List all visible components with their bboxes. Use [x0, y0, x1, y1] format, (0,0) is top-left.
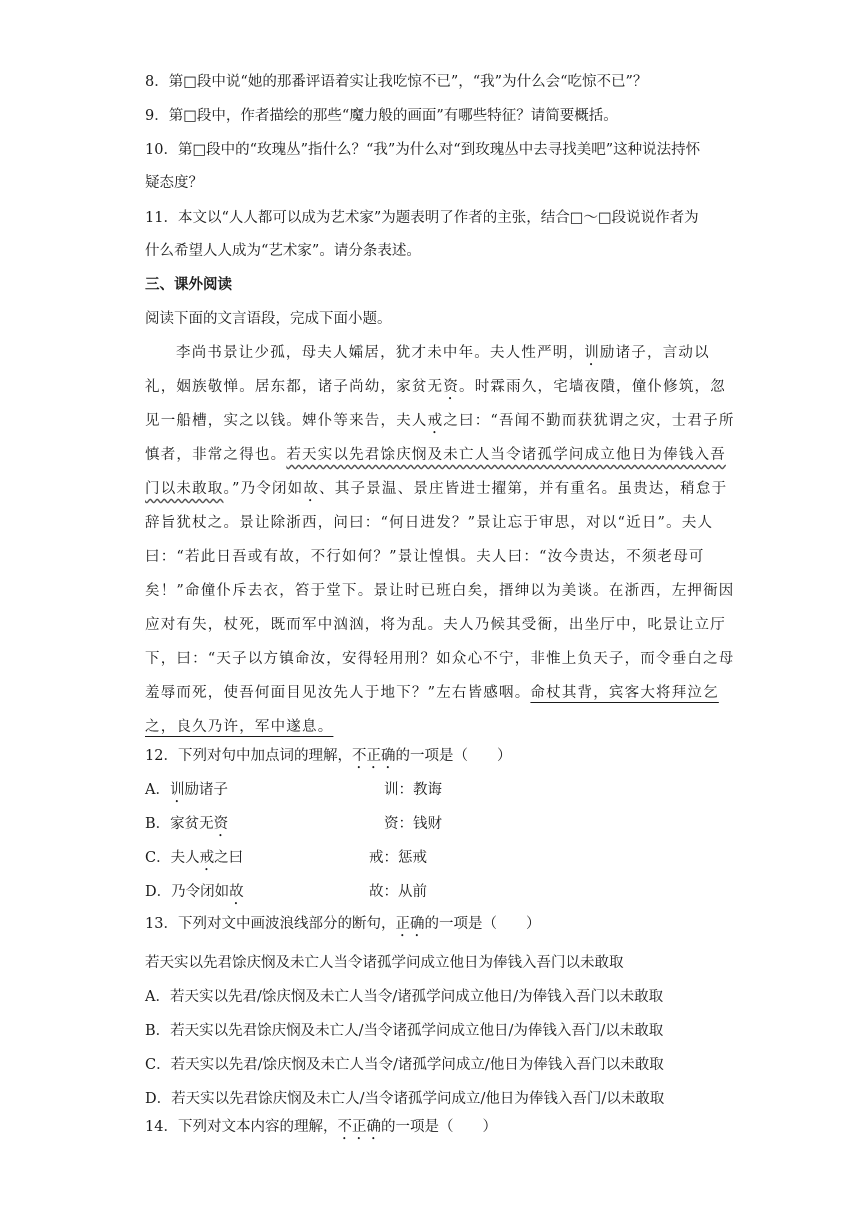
- underlined-text: 命杖其背，宾客大将拜泣乞: [530, 685, 719, 701]
- question-9: 9．第□段中，作者描绘的那些“魔力般的画面”有哪些特征？请简要概括。: [145, 108, 618, 124]
- q13-option-b[interactable]: B．若天实以先君馀庆悯及未亡人/当令诸孤学问成立他日/为俸钱入吾门/以未敢取: [145, 1023, 664, 1039]
- passage-line-9: 应对有失，杖死，既而军中汹汹，将为乱。夫人乃候其受衙，出坐厅中，叱景让立厅: [145, 617, 726, 633]
- wavy-underlined-text: 门以未敢取: [145, 481, 224, 497]
- question-11-line1: 11．本文以“人人都可以成为艺术家”为题表明了作者的主张，结合□～□段说说作者为: [145, 210, 699, 226]
- passage-line-2: 礼，姻族敬惮。居东都，诸子尚幼，家贫无资。时霖雨久，宅墙夜隤，僮仆修筑，忽: [145, 379, 726, 395]
- underlined-text: 之，良久乃许，军中遂息。: [145, 719, 334, 735]
- passage-line-11: 羞辱而死，使吾何面目见汝先人于地下？”左右皆感咽。命杖其背，宾客大将拜泣乞: [145, 685, 719, 701]
- q13-option-d[interactable]: D．若天实以先君馀庆悯及未亡人/当令诸孤学问成立/他日为俸钱入吾门/以未敢取: [145, 1091, 665, 1107]
- passage-line-8: 矣！”命僮仆斥去衣，笞于堂下。景让时已班白矣，搢绅以为美谈。在浙西，左押衙因: [145, 583, 735, 599]
- dotted-char: 戒: [427, 413, 444, 429]
- q12-option-b-gloss: 资：钱财: [384, 816, 442, 832]
- q12-option-c[interactable]: C．夫人戒之曰: [145, 850, 244, 866]
- q12-option-a-gloss: 训：教诲: [384, 782, 442, 798]
- question-13-sentence: 若天实以先君馀庆悯及未亡人当令诸孤学问成立他日为俸钱入吾门以未敢取: [145, 955, 624, 971]
- passage-line-4: 慎者，非常之得也。若天实以先君馀庆悯及未亡人当令诸孤学问成立他日为俸钱入吾: [145, 447, 726, 463]
- passage-line-3: 见一船槽，实之以钱。婢仆等来告，夫人戒之曰：“吾闻不勤而获犹谓之灾，士君子所: [145, 413, 735, 429]
- q12-option-c-gloss: 戒：惩戒: [369, 850, 427, 866]
- question-12-stem: 12．下列对句中加点词的理解，不正确的一项是（ ）: [145, 748, 512, 764]
- question-10-line1: 10．第□段中的“玫瑰丛”指什么？“我”为什么对“到玫瑰丛中去寻找美吧”这种说法持怀: [145, 142, 701, 158]
- q12-option-d[interactable]: D．乃令闭如故: [145, 884, 244, 900]
- q13-option-a[interactable]: A．若天实以先君/馀庆悯及未亡人当令/诸孤学问成立他日/为俸钱入吾门以未敢取: [145, 989, 664, 1005]
- passage-line-12: [145, 717, 333, 737]
- q12-option-b[interactable]: B．家贫无资: [145, 816, 229, 832]
- dotted-char: 资: [443, 379, 460, 395]
- section-heading: 三、课外阅读: [145, 276, 232, 293]
- dotted-char: 故: [303, 481, 320, 497]
- passage-line-1: 李尚书景让少孤，母夫人孀居，犹才未中年。夫人性严明，训励诸子，言动以: [176, 345, 710, 361]
- question-13-stem: 13．下列对文中画波浪线部分的断句，正确的一项是（ ）: [145, 916, 541, 932]
- q12-option-d-gloss: 故：从前: [369, 884, 427, 900]
- dotted-char: 训: [584, 345, 600, 361]
- wavy-underlined-text: 若天实以先君馀庆悯及未亡人当令诸孤学问成立他日为俸钱入吾: [286, 447, 726, 463]
- passage-line-7: 曰：“若此日吾或有故，不行如何？”景让惶惧。夫人曰：“汝今贵达，不须老母可: [145, 549, 705, 565]
- question-14-stem: 14．下列对文本内容的理解，不正确的一项是（ ）: [145, 1119, 497, 1135]
- passage-line-6: 辞旨犹杖之。景让除浙西，问曰：“何日进发？”景让忘于审思，对以“近日”。夫人: [145, 515, 714, 531]
- section-instruction: 阅读下面的文言语段，完成下面小题。: [145, 311, 392, 327]
- question-8: 8．第□段中说“她的那番评语着实让我吃惊不已”，“我”为什么会“吃惊不已”？: [145, 74, 648, 90]
- passage-line-5: 门以未敢取。”乃令闭如故、其子景温、景庄皆进士擢第，并有重名。虽贵达，稍怠于: [145, 481, 728, 497]
- question-10-line2: 疑态度？: [145, 175, 203, 191]
- passage-line-10: 下，曰：“天子以方镇命汝，安得轻用刑？如众心不宁，非惟上负天子，而令垂白之母: [145, 651, 735, 667]
- q13-option-c[interactable]: C．若天实以先君/馀庆悯及未亡人当令/诸孤学问成立/他日为俸钱入吾门以未敢取: [145, 1057, 664, 1073]
- q12-option-a[interactable]: A．训励诸子: [145, 782, 228, 798]
- question-11-line2: 什么希望人人成为“艺术家”。请分条表述。: [145, 243, 421, 259]
